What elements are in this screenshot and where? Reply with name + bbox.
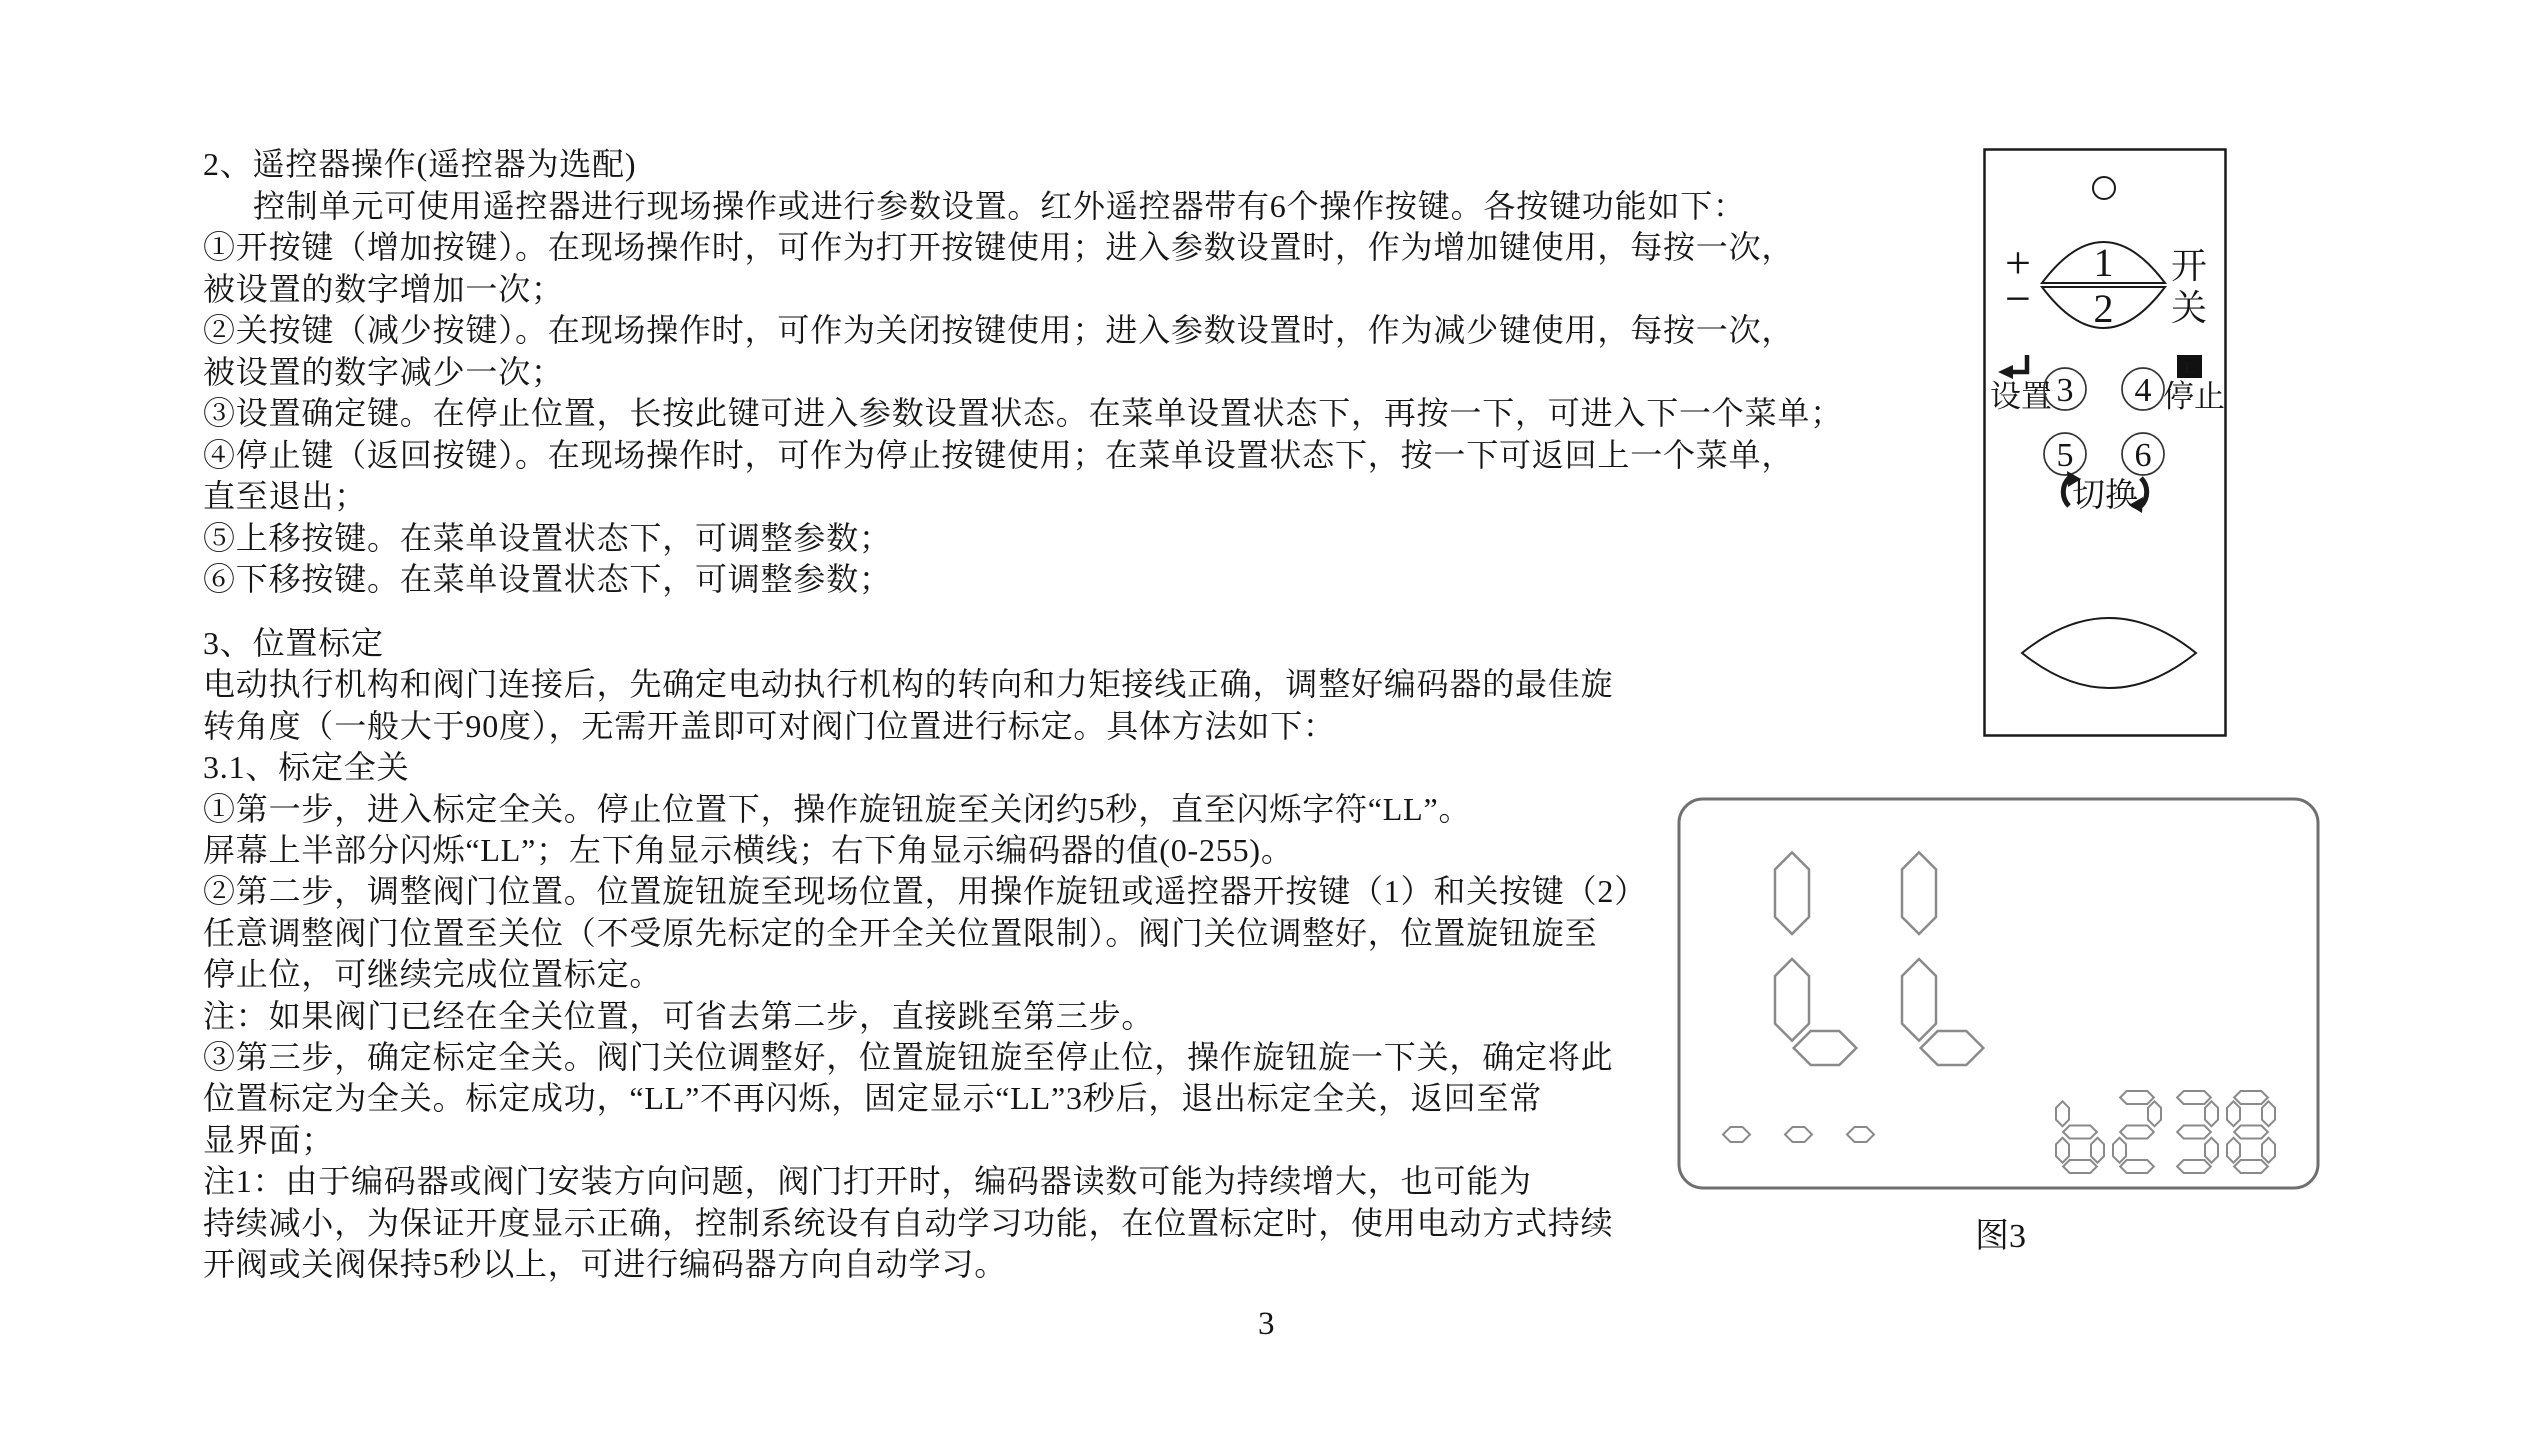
button-6-label: 6: [2134, 437, 2152, 474]
ir-window-icon: [2093, 177, 2115, 199]
set-label: 设置: [1990, 379, 2052, 414]
switch-label: 切换: [2072, 478, 2138, 514]
doc-line: 屏幕上半部分闪烁“LL”；左下角显示横线；右下角显示编码器的值(0-255)。: [203, 832, 1294, 868]
stop-square-letter: L: [2183, 358, 2196, 377]
doc-line: 持续减小，为保证开度显示正确，控制系统设有自动学习功能，在位置标定时，使用电动方式持续: [203, 1204, 1614, 1241]
doc-line: 电动执行机构和阀门连接后，先确定电动执行机构的转向和力矩接线正确，调整好编码器的最佳旋: [203, 666, 1614, 703]
doc-line: ④停止键（返回按键）。在现场操作时，可作为停止按键使用；在菜单设置状态下，按一下可返回上一个菜单，: [203, 436, 1795, 473]
doc-line: ③设置确定键。在停止位置，长按此键可进入参数设置状态。在菜单设置状态下，再按一下，可进入下一个菜单；: [203, 395, 1844, 431]
doc-line: ③第三步，确定标定全关。阀门关位调整好，位置旋钮旋至停止位，操作旋钮旋一下关，确定将此: [203, 1039, 1614, 1075]
button-2-label: 2: [2093, 286, 2114, 331]
enter-arrow-head: [1998, 365, 2013, 379]
close-label: 关: [2170, 288, 2208, 328]
bottom-lens-shape: [2022, 618, 2196, 688]
doc-line: ⑤上移按键。在菜单设置状态下，可调整参数；: [203, 519, 892, 556]
doc-line: 2、遥控器操作(遥控器为选配): [203, 146, 637, 182]
minus-label: −: [2005, 273, 2031, 324]
doc-line: ①开按键（增加按键）。在现场操作时，可作为打开按键使用；进入参数设置时，作为增加键使用，每按一次，: [203, 229, 1795, 265]
doc-line: 显界面；: [203, 1121, 335, 1158]
doc-line: ①第一步，进入标定全关。停止位置下，操作旋钮旋至关闭约5秒，直至闪烁字符“LL”。: [203, 790, 1472, 827]
doc-line: ②第二步，调整阀门位置。位置旋钮旋至现场位置，用操作旋钮或遥控器开按键（1）和关按键（2）: [203, 873, 1648, 910]
doc-line: 注1：由于编码器或阀门安装方向问题，阀门打开时，编码器读数可能为持续增大，也可能为: [203, 1163, 1532, 1200]
doc-line: ⑥下移按键。在菜单设置状态下，可调整参数；: [203, 561, 892, 597]
button-5-label: 5: [2056, 437, 2074, 474]
doc-line: 位置标定为全关。标定成功，“LL”不再闪烁，固定显示“LL”3秒后，退出标定全关，返回至常: [203, 1080, 1543, 1117]
doc-line: 3.1、标定全关: [203, 749, 410, 786]
doc-line: 停止位，可继续完成位置标定。: [203, 956, 663, 993]
doc-line: 被设置的数字减少一次；: [203, 353, 564, 390]
plus-label: +: [2005, 237, 2031, 288]
doc-line: 任意调整阀门位置至关位（不受原先标定的全开全关位置限制）。阀门关位调整好，位置旋钮旋至: [203, 914, 1598, 951]
doc-line: 直至退出；: [203, 478, 368, 514]
doc-line: ②关按键（减少按键）。在现场操作时，可作为关闭按键使用；进入参数设置时，作为减少键使用，每按一次，: [203, 312, 1795, 348]
lcd-display-figure: [1677, 797, 2320, 1190]
button-3-label: 3: [2056, 372, 2074, 409]
stop-label: 停止: [2163, 379, 2225, 414]
button-1-label: 1: [2093, 240, 2114, 285]
doc-line: 注：如果阀门已经在全关位置，可省去第二步，直接跳至第三步。: [203, 997, 1155, 1034]
doc-line: 3、位置标定: [203, 625, 384, 661]
button-4-label: 4: [2134, 372, 2152, 409]
open-label: 开: [2170, 246, 2208, 286]
doc-line: 开阀或关阀保持5秒以上，可进行编码器方向自动学习。: [203, 1246, 1008, 1282]
doc-line: 转角度（一般大于90度），无需开盖即可对阀门位置进行标定。具体方法如下：: [203, 707, 1336, 744]
remote-control-figure: [1983, 148, 2227, 737]
figure-caption: 图3: [1975, 1218, 2026, 1255]
doc-line: 控制单元可使用遥控器进行现场操作或进行参数设置。红外遥控器带有6个操作按键。各按键功能如下：: [253, 187, 1746, 224]
page-number: 3: [1258, 1306, 1275, 1342]
enter-arrow-icon: [2011, 355, 2027, 372]
doc-line: 被设置的数字增加一次；: [203, 270, 564, 307]
